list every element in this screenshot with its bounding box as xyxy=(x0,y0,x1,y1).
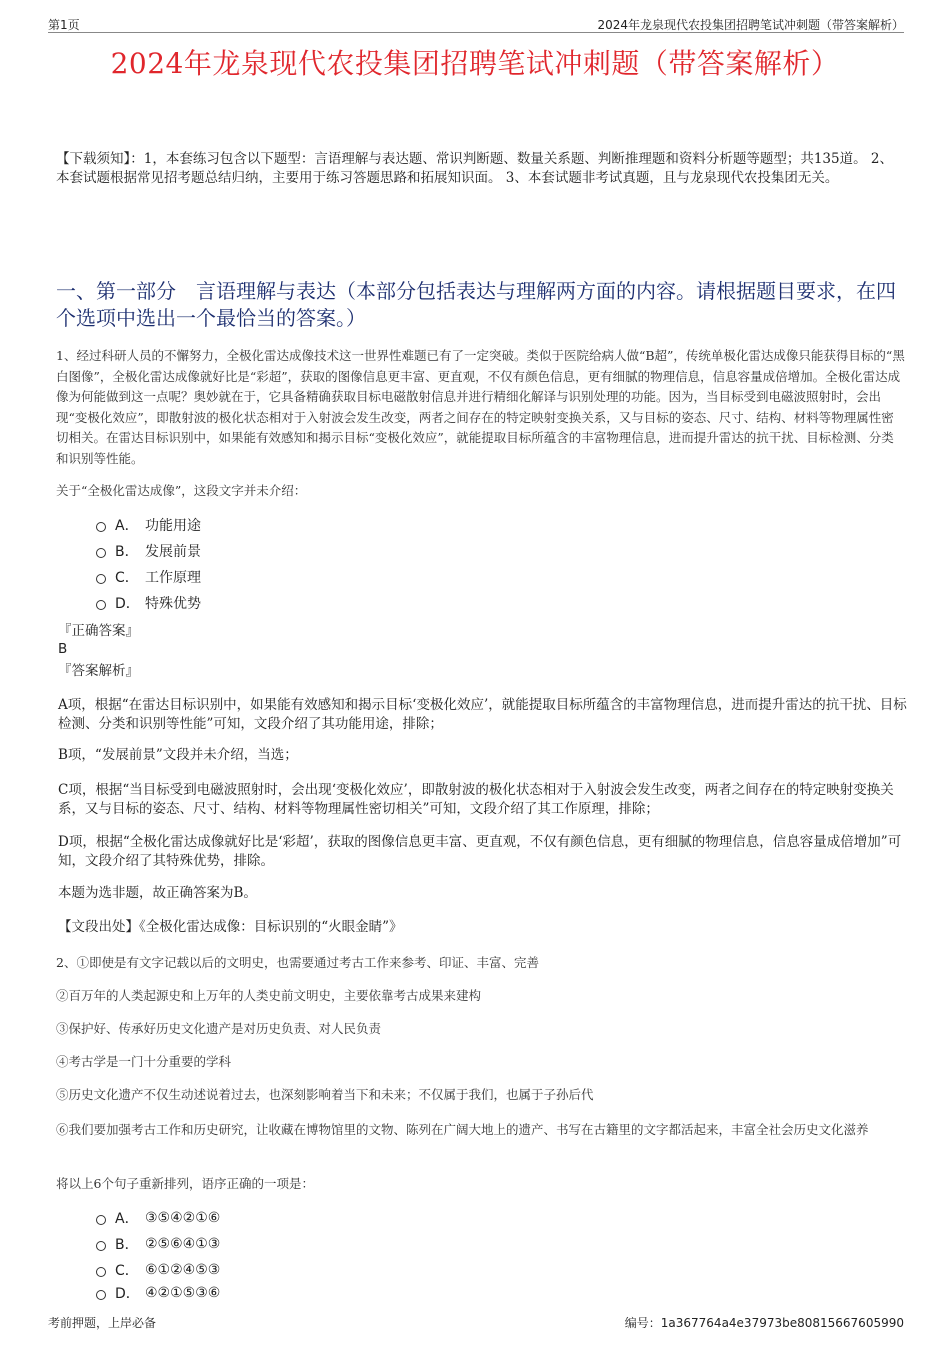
q2-stem: 2、①即使是有文字记载以后的文明史，也需要通过考古工作来参考、印证、丰富、完善 xyxy=(56,955,539,970)
q1-option-d[interactable] xyxy=(96,592,201,614)
q2-sentence-2: ②百万年的人类起源史和上万年的人类史前文明史，主要依靠考古成果来建构 xyxy=(56,988,482,1003)
option-letter: C． xyxy=(115,1263,139,1279)
option-text: 特殊优势 xyxy=(145,596,201,612)
q2-sentence-5: ⑤历史文化遗产不仅生动述说着过去，也深刻影响着当下和未来；不仅属于我们，也属于子孙后代 xyxy=(56,1087,594,1102)
radio-icon[interactable] xyxy=(96,574,106,584)
q2-sentence-3: ③保护好、传承好历史文化遗产是对历史负责、对人民负责 xyxy=(56,1021,382,1036)
q2-sentence-4: ④考古学是一门十分重要的学科 xyxy=(56,1054,232,1069)
option-text: 功能用途 xyxy=(145,518,201,534)
option-text: ③⑤④②①⑥ xyxy=(145,1210,221,1226)
footer-slogan: 考前押题，上岸必备 xyxy=(48,1316,157,1330)
q1-analysis-d: D项，根据“全极化雷达成像就好比是‘彩超’，获取的图像信息更丰富、更直观，不仅有颜色信息，更有细腻的物理信息，信息容量成倍增加”可知，文段介绍了其特殊优势，排除。 xyxy=(58,834,902,869)
q2-option-b[interactable] xyxy=(96,1233,220,1255)
radio-icon[interactable] xyxy=(96,600,106,610)
q1-correct-answer: B xyxy=(58,641,68,657)
page-title: 2024年龙泉现代农投集团招聘笔试冲刺题（带答案解析） xyxy=(110,47,840,80)
footer-code-label: 编号： xyxy=(624,1316,661,1330)
q2-option-c[interactable] xyxy=(96,1259,220,1281)
option-letter: A． xyxy=(115,1211,139,1227)
page-footer xyxy=(48,1314,904,1332)
q1-analysis-c: C项，根据“当目标受到电磁波照射时，会出现‘变极化效应’，即散射波的极化状态相对于入射波会发生改变，两者之间存在的特定映射变换关系，又与目标的姿态、尺寸、结构、材料等物理属性密切相关”可知，文段介绍了其工作原理，排除； xyxy=(58,782,894,817)
option-text: 工作原理 xyxy=(145,570,201,586)
q1-analysis-b: B项，“发展前景”文段并未介绍，当选； xyxy=(58,747,298,763)
footer-code xyxy=(625,1314,904,1331)
q1-analysis-label: 『答案解析』 xyxy=(58,663,139,679)
q1-conclusion: 本题为选非题，故正确答案为B。 xyxy=(58,885,257,901)
q1-option-c[interactable] xyxy=(96,566,201,588)
page-header xyxy=(48,14,904,33)
section-heading: 一、第一部分 言语理解与表达（本部分包括表达与理解两方面的内容。请根据题目要求，在四个选项中选出一个最恰当的答案。） xyxy=(56,279,896,330)
header-doc-title: 2024年龙泉现代农投集团招聘笔试冲刺题（带答案解析） xyxy=(597,18,904,32)
option-text: ⑥①②④⑤③ xyxy=(145,1262,221,1278)
option-letter: A． xyxy=(115,518,139,534)
q1-option-a[interactable] xyxy=(96,514,201,536)
q2-option-a[interactable] xyxy=(96,1207,220,1229)
q1-question: 关于“全极化雷达成像”，这段文字并未介绍： xyxy=(56,483,307,498)
option-letter: D． xyxy=(115,596,140,612)
page-number: 第1页 xyxy=(48,18,80,32)
radio-icon[interactable] xyxy=(96,548,106,558)
radio-icon[interactable] xyxy=(96,1267,106,1277)
option-letter: B． xyxy=(115,544,139,560)
option-letter: B． xyxy=(115,1237,139,1253)
q2-sentence-6: ⑥我们要加强考古工作和历史研究，让收藏在博物馆里的文物、陈列在广阔大地上的遗产、书写在古籍里的文字都活起来，丰富全社会历史文化滋养 xyxy=(56,1122,869,1137)
option-text: 发展前景 xyxy=(145,544,201,560)
option-text: ④②①⑤③⑥ xyxy=(145,1285,221,1301)
radio-icon[interactable] xyxy=(96,1215,106,1225)
radio-icon[interactable] xyxy=(96,1290,106,1300)
q1-option-b[interactable] xyxy=(96,540,201,562)
download-notice: 【下载须知】：1，本套练习包含以下题型：言语理解与表达题、常识判断题、数量关系题、判断推理题和资料分析题等题型；共135道。 2、本套试题根据常见招考题总结归纳，主要用于练习答题思路和拓展知识面。 3、本套试题非考试真题，且与龙泉现代农投集团无关。 xyxy=(56,151,893,186)
option-letter: C． xyxy=(115,570,139,586)
q2-option-d[interactable] xyxy=(96,1282,220,1304)
q2-question: 将以上6个句子重新排列，语序正确的一项是： xyxy=(56,1176,314,1191)
option-text: ②⑤⑥④①③ xyxy=(145,1236,221,1252)
q1-stem: 1、经过科研人员的不懈努力，全极化雷达成像技术这一世界性难题已有了一定突破。类似于医院给病人做“B超”，传统单极化雷达成像只能获得目标的“黑白图像”，全极化雷达成像就好比是“彩超”，获取的图像信息更丰富、更直观，不仅有颜色信息，更有细腻的物理信息，信息容量成倍增加。全极化雷达成像为何能做到这一点呢？奥妙就在于，它具备精确获取目标电磁散射信息并进行精细化解译与识别处理的功能。因为，当目标受到电磁波照射时，会出现“变极化效应”，即散射波的极化状态相对于入射波会发生改变，两者之间存在的特定映射变换关系，又与目标的姿态、尺寸、结构、材料等物理属性密切相关。在雷达目标识别中，如果能有效感知和揭示目标“变极化效应”，就能提取目标所蕴含的丰富物理信息，进而提升雷达的抗干扰、目标检测、分类和识别等性能。 xyxy=(56,348,905,466)
radio-icon[interactable] xyxy=(96,522,106,532)
footer-code-value: 1a367764a4e37973be80815667605990 xyxy=(660,1316,904,1330)
q1-analysis-a: A项，根据“在雷达目标识别中，如果能有效感知和揭示目标‘变极化效应’，就能提取目标所蕴含的丰富物理信息，进而提升雷达的抗干扰、目标检测、分类和识别等性能”可知，文段介绍了其功能用途，排除； xyxy=(58,697,907,732)
q1-correct-label: 『正确答案』 xyxy=(58,623,139,639)
q1-source: 【文段出处】《全极化雷达成像：目标识别的“火眼金睛”》 xyxy=(58,919,403,935)
radio-icon[interactable] xyxy=(96,1241,106,1251)
option-letter: D． xyxy=(115,1286,140,1302)
